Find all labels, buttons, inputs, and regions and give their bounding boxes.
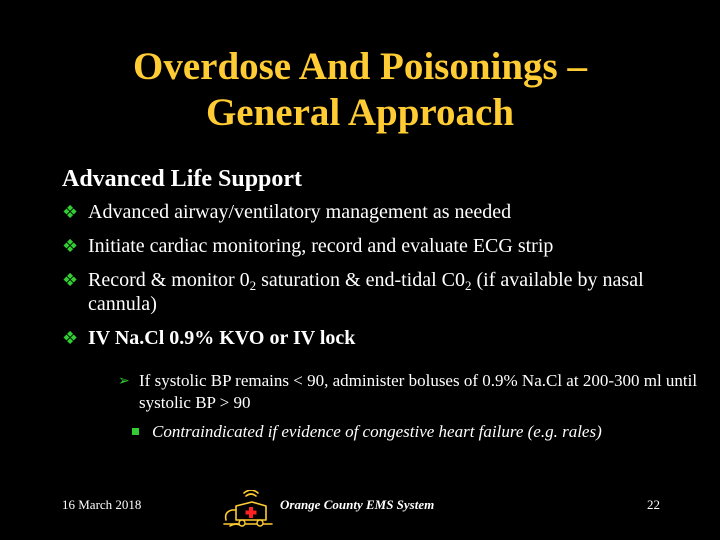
bullet-text-part: (if available by nasal cannula) xyxy=(88,269,644,315)
subscript-two: 2 xyxy=(249,278,257,293)
bullet-text-part: saturation & end-tidal C0 xyxy=(256,269,465,291)
footer-date: 16 March 2018 xyxy=(62,497,142,512)
bullet-text: Initiate cardiac monitoring, record and evaluate ECG strip xyxy=(88,235,554,257)
bullet-item xyxy=(62,268,682,316)
footer-organization: Orange County EMS System xyxy=(280,497,435,512)
ambulance-logo-icon xyxy=(222,490,278,530)
diamond-bullet-icon: ❖ xyxy=(62,270,79,291)
bullet-text: Advanced airway/ventilatory management as needed xyxy=(88,201,512,223)
subscript-two: 2 xyxy=(465,278,472,293)
diamond-bullet-icon: ❖ xyxy=(62,202,79,223)
sub-bullet-text: If systolic BP remains < 90, administer boluses of 0.9% Na.Cl at 200-300 ml until systolic BP > 90 xyxy=(139,371,698,412)
bullet-list xyxy=(62,200,682,360)
bullet-text: IV Na.Cl 0.9% KVO or IV lock xyxy=(88,327,356,349)
bullet-text-part: Record & monitor 0 xyxy=(88,269,250,291)
sub-sub-bullet-text: Contraindicated if evidence of congestive heart failure (e.g. rales) xyxy=(152,422,602,441)
slide-title xyxy=(40,44,680,136)
bullet-item xyxy=(62,326,682,350)
bullet-item xyxy=(62,200,682,224)
page-number: 22 xyxy=(647,497,660,512)
diamond-bullet-icon: ❖ xyxy=(62,236,79,257)
bullet-item xyxy=(62,234,682,258)
sub-bullet xyxy=(118,370,699,414)
square-bullet-icon xyxy=(132,428,139,435)
section-heading: Advanced Life Support xyxy=(62,166,303,192)
arrow-bullet-icon: ➢ xyxy=(118,373,130,389)
slide-title-line1: Overdose And Poisonings – xyxy=(132,45,587,88)
sub-sub-bullet xyxy=(132,420,672,444)
slide-title-line2: General Approach xyxy=(205,91,515,134)
diamond-bullet-icon: ❖ xyxy=(62,328,79,349)
